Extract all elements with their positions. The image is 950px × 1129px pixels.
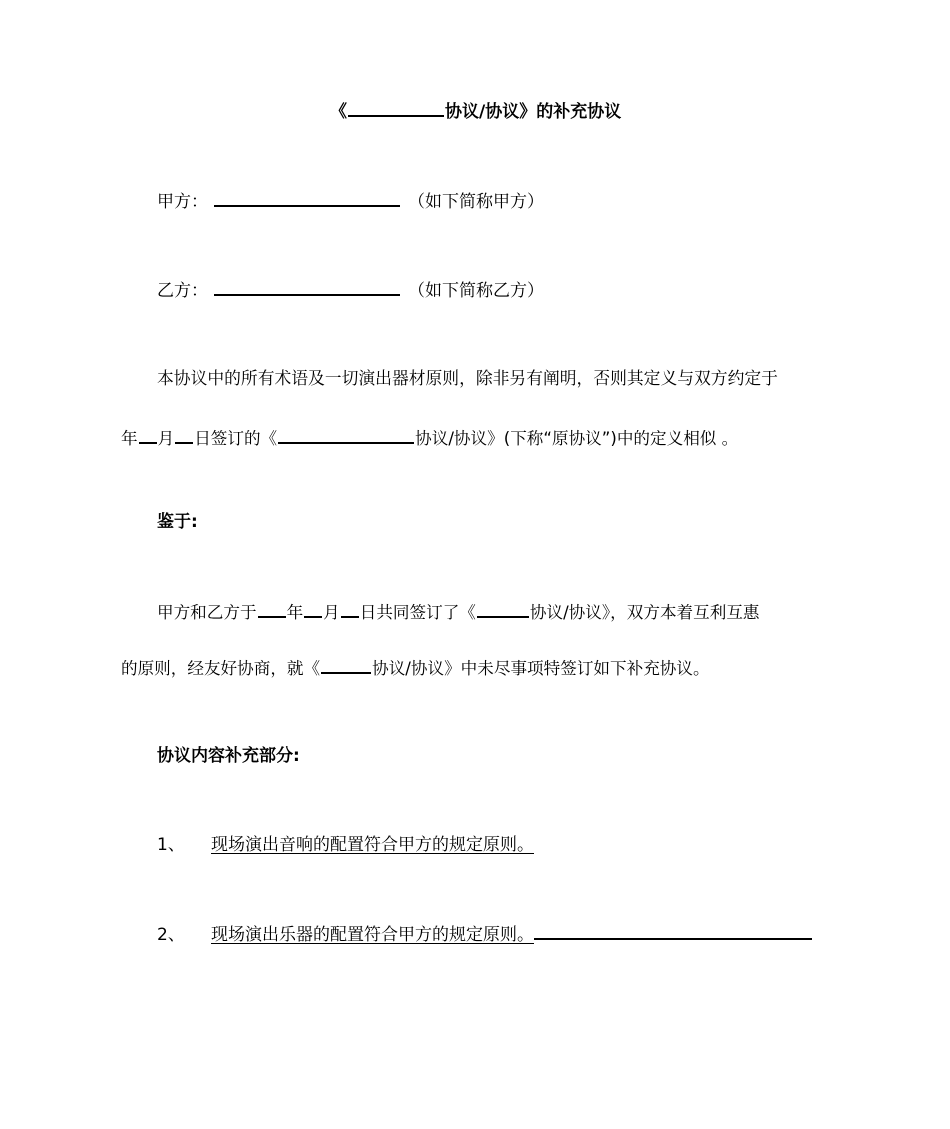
supplement-heading-text: 协议内容补充部分: (157, 746, 300, 766)
para2-line2-blank (321, 654, 371, 674)
item-2-text: 现场演出乐器的配置符合甲方的规定原则。 (211, 925, 534, 945)
whereas-heading (157, 510, 198, 534)
item-2-number: 2、 (157, 925, 185, 945)
list-item (157, 833, 534, 857)
para1-day-blank (175, 424, 193, 444)
para2-end: 协议/协议》，双方本着互利互惠 (529, 603, 760, 622)
para1-year: 年 (121, 429, 138, 448)
paragraph-1-line-2 (121, 424, 738, 451)
title-text: 协议/协议》的补充协议 (445, 102, 622, 122)
para2-day-signed: 日共同签订了《 (359, 603, 476, 622)
party-a-line (157, 187, 544, 214)
para1-agreement-blank (278, 424, 414, 444)
para1-month-blank (139, 424, 157, 444)
whereas-text: 鉴于: (157, 512, 198, 532)
paragraph-1-line-1 (157, 366, 778, 390)
supplement-heading (157, 744, 300, 768)
para2-intro: 甲方和乙方于 (157, 603, 257, 622)
party-b-label: 乙方： (157, 281, 208, 301)
para1-day-signed: 日签订的《 (194, 429, 278, 448)
para2-agreement-blank (477, 598, 529, 618)
party-a-blank-line (214, 187, 400, 207)
document-title (330, 97, 621, 124)
party-b-line (157, 276, 544, 303)
party-b-blank-line (214, 276, 400, 296)
para2-line2-end: 协议/协议》中未尽事项特签订如下补充协议。 (372, 659, 710, 678)
party-b-note: （如下简称乙方） (408, 281, 544, 301)
paragraph-1-text: 本协议中的所有术语及一切演出器材原则，除非另有阐明，否则其定义与双方约定于 (157, 368, 778, 388)
party-a-label: 甲方： (157, 192, 208, 212)
para2-year-blank (258, 598, 286, 618)
para2-month: 月 (323, 603, 340, 622)
para2-day-blank (341, 598, 359, 618)
title-open-bracket: 《 (330, 102, 347, 122)
party-a-note: （如下简称甲方） (408, 192, 544, 212)
paragraph-2-line-2 (121, 654, 710, 681)
para1-agreement-text: 协议/协议》(下称“原协议”)中的定义相似 。 (415, 429, 739, 448)
item-1-text: 现场演出音响的配置符合甲方的规定原则。 (211, 835, 534, 855)
para2-line2-start: 的原则，经友好协商，就《 (121, 659, 321, 678)
title-blank-line (348, 97, 444, 117)
item-2-fill-line (534, 922, 812, 940)
list-item (157, 922, 812, 947)
para1-month: 月 (157, 429, 175, 448)
para2-year: 年 (286, 603, 304, 622)
item-1-number: 1、 (157, 835, 185, 855)
paragraph-2-line-1 (157, 598, 760, 625)
para2-month-blank (304, 598, 322, 618)
